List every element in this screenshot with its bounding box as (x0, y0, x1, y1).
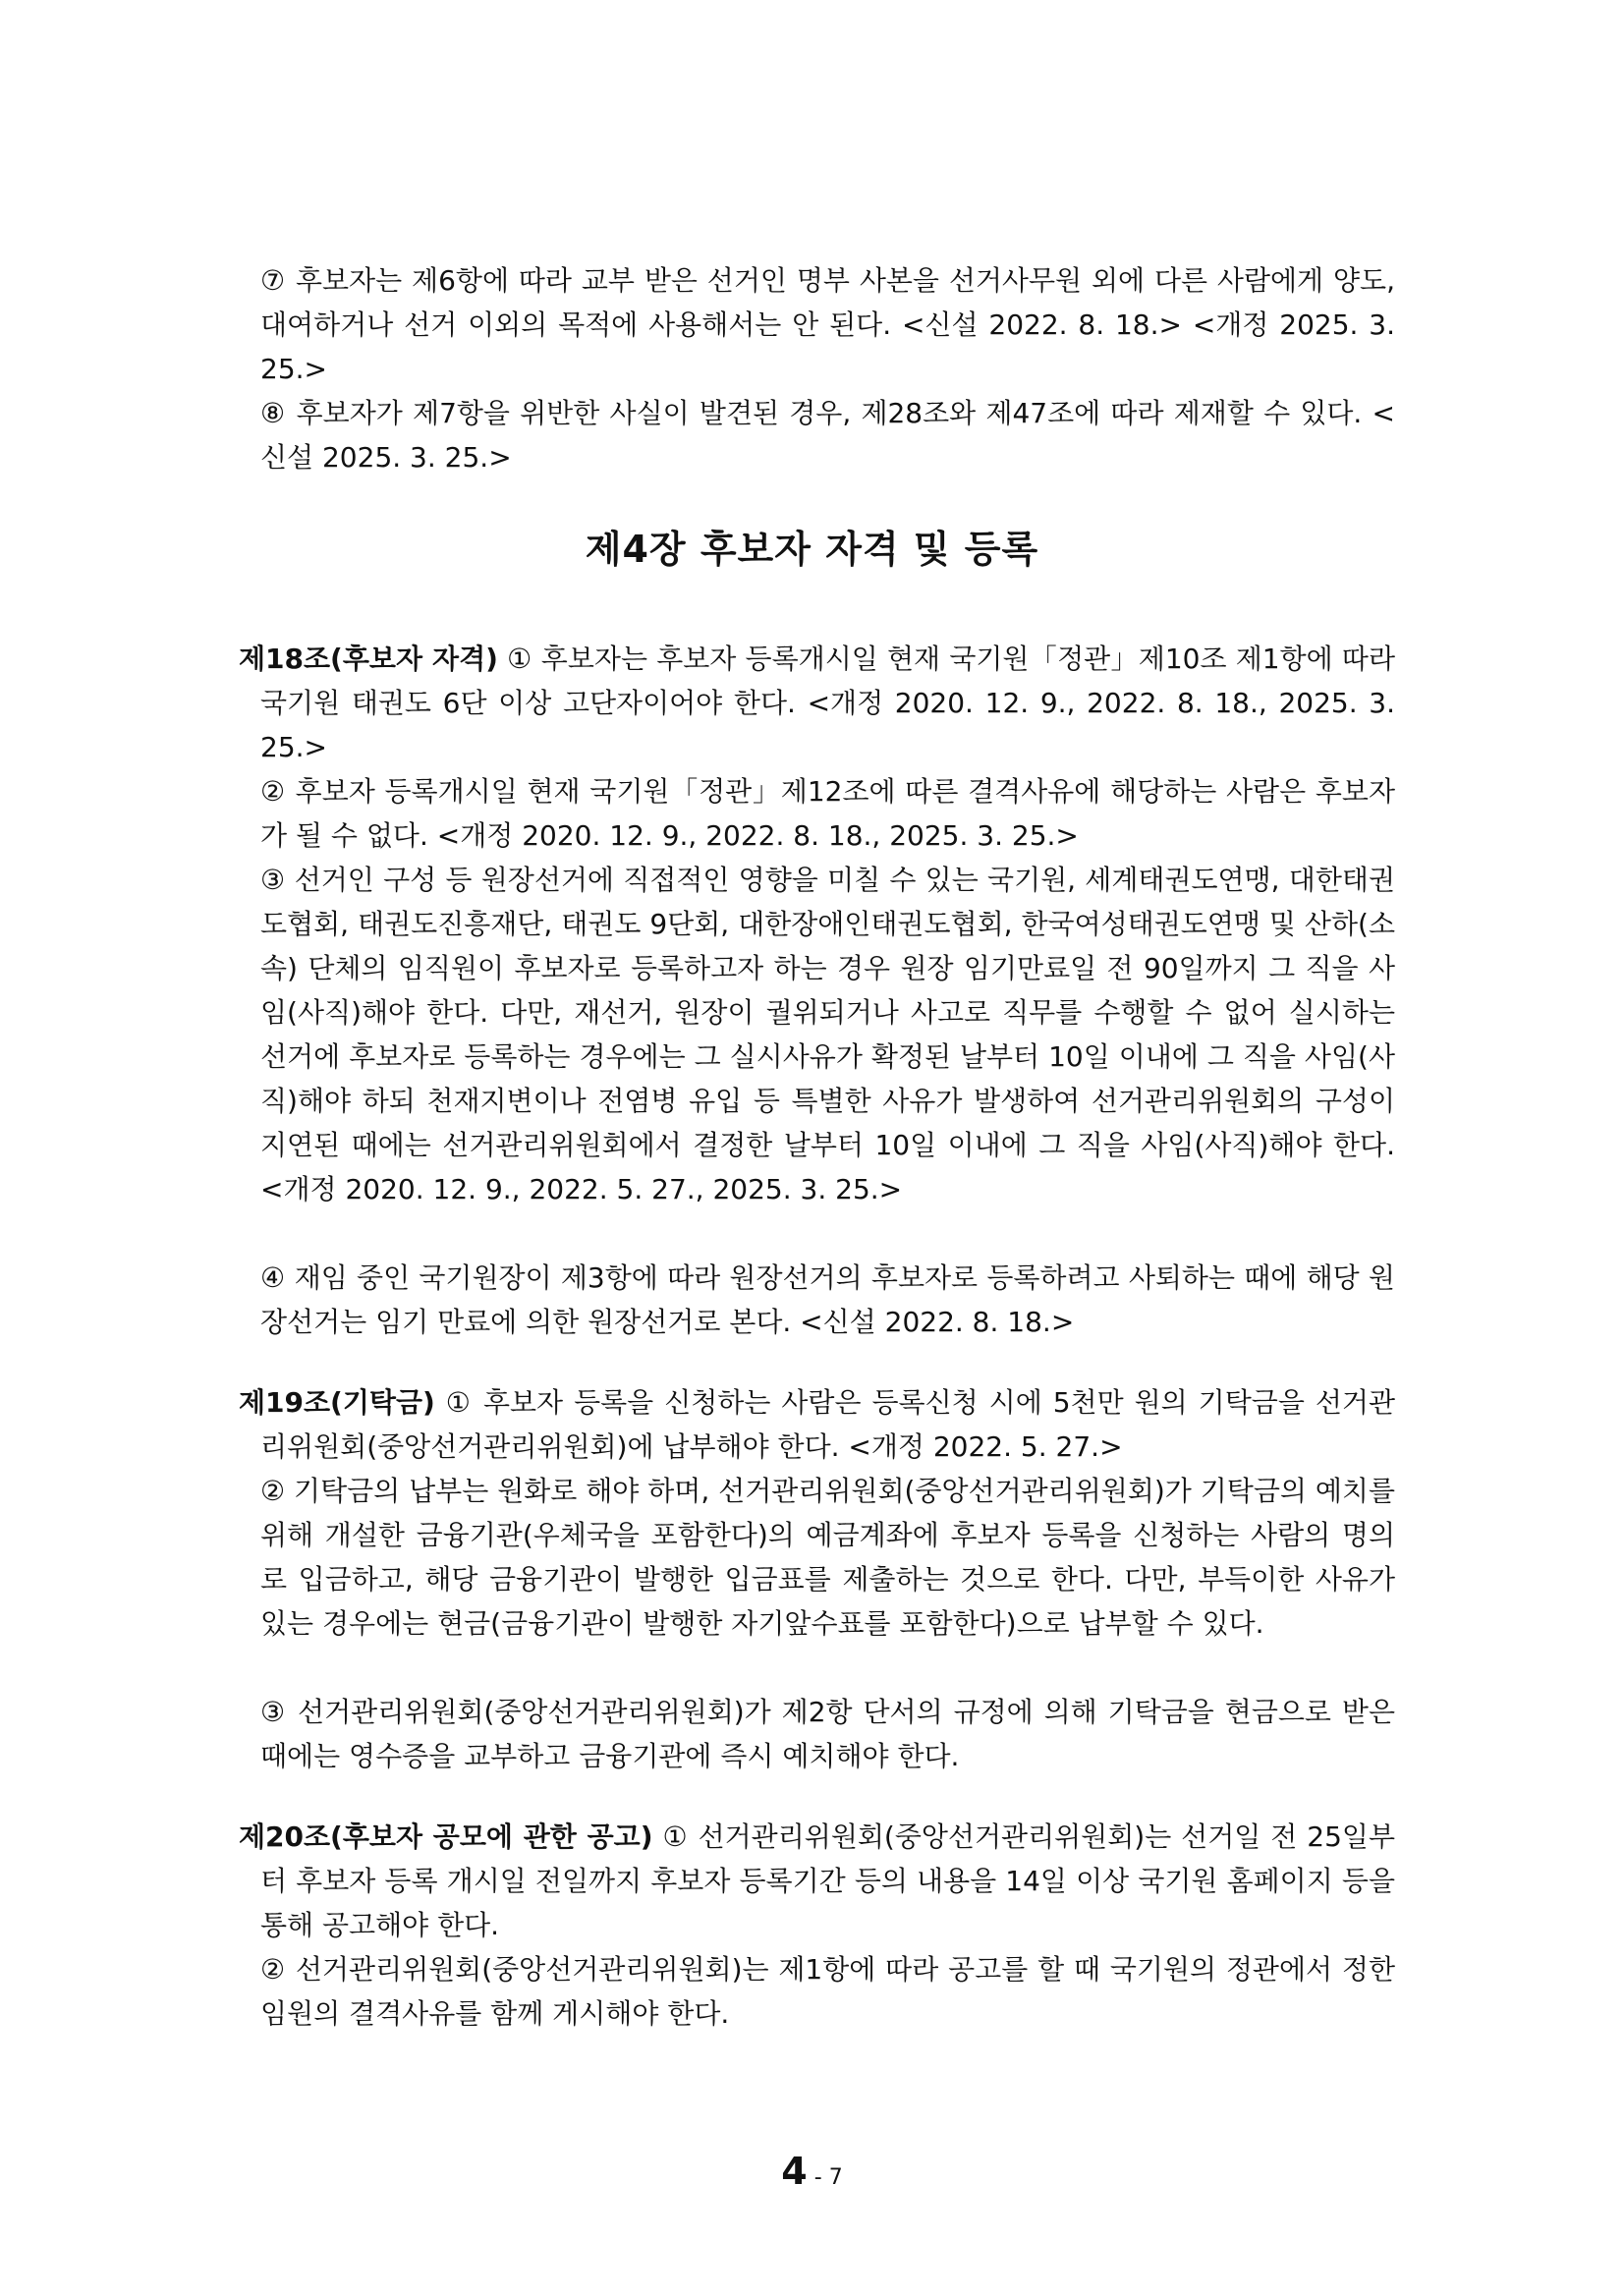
article-19-heading: 제19조(기탁금) (239, 1386, 435, 1419)
article-19-clause-2: ② 기탁금의 납부는 원화로 해야 하며, 선거관리위원회(중앙선거관리위원회)가 기탁금의 예치를 위해 개설한 금융기관(우체국을 포함한다)의 예금계좌에 후보자 등록을 신청하는 사람의 명의로 입금하고, 해당 금융기관이 발행한 입금표를 제출하는 것으로 한다. 다만, 부득이한 사유가 있는 경우에는 현금(금융기관이 발행한 자기앞수표를 포함한다)으로 납부할 수 있다. (260, 1475, 1395, 1640)
article-20-clause-1-text: ① 선거관리위원회(중앙선거관리위원회)는 선거일 전 25일부터 후보자 등록 개시일 전일까지 후보자 등록기간 등의 내용을 14일 이상 국기원 홈페이지 등을 통해 공고해야 한다. (260, 1820, 1395, 1941)
article-18-clause-4: ④ 재임 중인 국기원장이 제3항에 따라 원장선거의 후보자로 등록하려고 사퇴하는 때에 해당 원장선거는 임기 만료에 의한 원장선거로 본다. <신설 2022. 8. 18.> (260, 1261, 1395, 1338)
chapter-title: 제4장 후보자 자격 및 등록 (585, 528, 1039, 571)
article-19-clause-1-text: ① 후보자 등록을 신청하는 사람은 등록신청 시에 5천만 원의 기탁금을 선거관리위원회(중앙선거관리위원회)에 납부해야 한다. <개정 2022. 5. 27.> (260, 1386, 1395, 1463)
clause-8: ⑧ 후보자가 제7항을 위반한 사실이 발견된 경우, 제28조와 제47조에 따라 제재할 수 있다. <신설 2025. 3. 25.> (260, 397, 1395, 474)
article-18-clause-2: ② 후보자 등록개시일 현재 국기원「정관」제12조에 따른 결격사유에 해당하는 사람은 후보자가 될 수 없다. <개정 2020. 12. 9., 2022. 8. 18., 2025. 3. 25.> (260, 775, 1395, 852)
page-number (0, 2150, 1624, 2193)
article-19-clause-3: ③ 선거관리위원회(중앙선거관리위원회)가 제2항 단서의 규정에 의해 기탁금을 현금으로 받은 때에는 영수증을 교부하고 금융기관에 즉시 예치해야 한다. (260, 1696, 1395, 1772)
article-18-heading: 제18조(후보자 자격) (239, 643, 498, 675)
page-number-page: 7 (828, 2165, 843, 2190)
article-20-clause-1 (239, 1815, 1395, 1947)
article-18-clause-3: ③ 선거인 구성 등 원장선거에 직접적인 영향을 미칠 수 있는 국기원, 세계태권도연맹, 대한태권도협회, 태권도진흥재단, 태권도 9단회, 대한장애인태권도협회, 한국여성태권도연맹 및 산하(소속) 단체의 임직원이 후보자로 등록하고자 하는 경우 원장 임기만료일 전 90일까지 그 직을 사임(사직)해야 한다. 다만, 재선거, 원장이 궐위되거나 사고로 직무를 수행할 수 없어 실시하는 선거에 후보자로 등록하는 경우에는 그 실시사유가 확정된 날부터 10일 이내에 그 직을 사임(사직)해야 하되 천재지변이나 전염병 유입 등 특별한 사유가 발생하여 선거관리위원회의 구성이 지연된 때에는 선거관리위원회에서 결정한 날부터 10일 이내에 그 직을 사임(사직)해야 한다. <개정 2020. 12. 9., 2022. 5. 27., 2025. 3. 25.> (260, 864, 1395, 1205)
page-number-chapter: 4 (781, 2150, 808, 2193)
article-20-heading: 제20조(후보자 공모에 관한 공고) (239, 1820, 653, 1853)
article-19-clause-1 (239, 1380, 1395, 1469)
article-20-clause-2: ② 선거관리위원회(중앙선거관리위원회)는 제1항에 따라 공고를 할 때 국기원의 정관에서 정한 임원의 결격사유를 함께 게시해야 한다. (260, 1953, 1395, 2030)
article-18-clause-1-text: ① 후보자는 후보자 등록개시일 현재 국기원「정관」제10조 제1항에 따라 국기원 태권도 6단 이상 고단자이어야 한다. <개정 2020. 12. 9., 2022. 8. 18., 2025. 3. 25.> (260, 643, 1396, 763)
page-number-separator: - (807, 2165, 829, 2190)
article-18-clause-1 (239, 637, 1395, 769)
clause-7: ⑦ 후보자는 제6항에 따라 교부 받은 선거인 명부 사본을 선거사무원 외에 다른 사람에게 양도, 대여하거나 선거 이외의 목적에 사용해서는 안 된다. <신설 2022. 8. 18.> <개정 2025. 3. 25.> (260, 264, 1395, 385)
